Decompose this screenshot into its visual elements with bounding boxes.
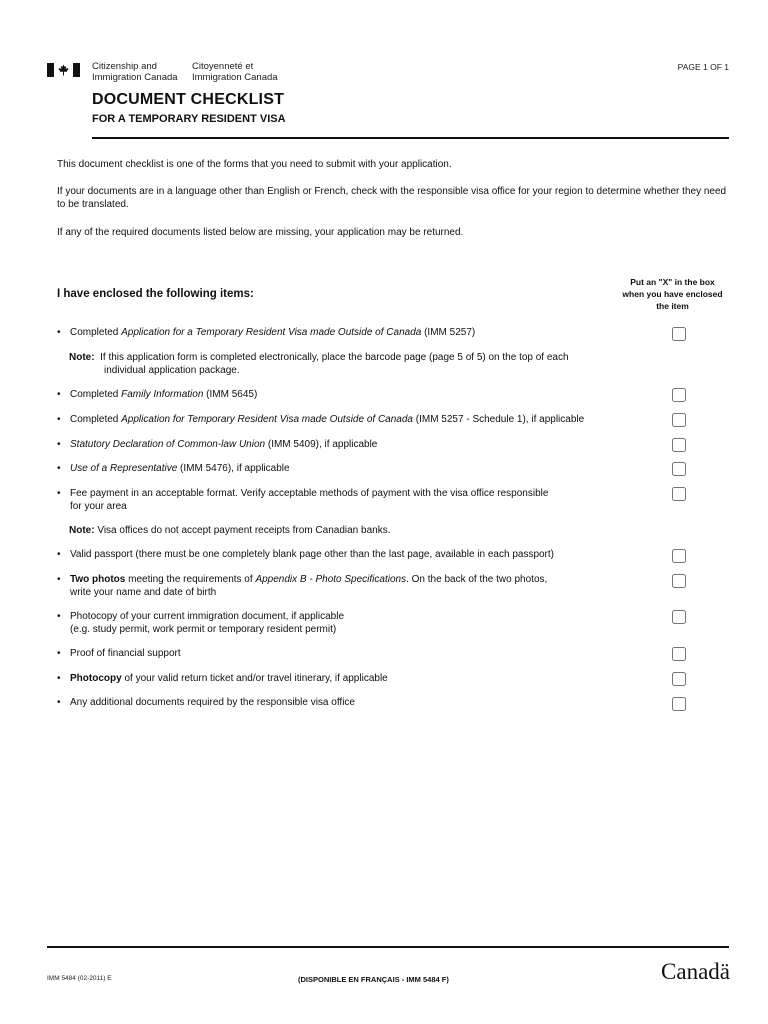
department-en-line1: Citizenship and	[92, 61, 157, 72]
form-code: IMM 5484 (02-2011) E	[47, 975, 112, 982]
checklist-item-5: • Use of a Representative (IMM 5476), if applicable	[57, 463, 290, 474]
canada-wordmark-logo: Canadä	[661, 959, 730, 984]
department-name-english	[92, 61, 178, 83]
checklist-item-4: • Statutory Declaration of Common-law Union (IMM 5409), if applicable	[57, 439, 378, 450]
page-number: PAGE 1 OF 1	[677, 62, 729, 72]
checkbox-item-6[interactable]	[672, 487, 686, 501]
page-title: DOCUMENT CHECKLIST	[92, 91, 285, 108]
checkbox-item-9[interactable]	[672, 610, 686, 624]
checklist-item-3: • Completed Application for Temporary Resident Visa made Outside of Canada (IMM 5257 - Schedule 1), if applicable	[57, 414, 585, 425]
checkbox-item-1[interactable]	[672, 327, 686, 341]
note-application-barcode: Note: If this application form is completed electronically, place the barcode page (page 5 of 5) on the top of each individual application package.	[69, 352, 569, 376]
page-subtitle: FOR A TEMPORARY RESIDENT VISA	[92, 113, 286, 125]
checklist-item-8: • Two photos meeting the requirements of Appendix B - Photo Specifications. On the back of the two photos, write your name and date of birth	[57, 574, 548, 598]
canada-flag-icon	[47, 63, 80, 77]
checkbox-item-3[interactable]	[672, 413, 686, 427]
checklist-item-9: • Photocopy of your current immigration document, if applicable (e.g. study permit, work permit or temporary resident permit)	[57, 611, 345, 635]
checklist-item-2: • Completed Family Information (IMM 5645)	[57, 389, 258, 400]
footer-divider	[47, 946, 729, 948]
checklist-item-7: • Valid passport (there must be one completely blank page other than the last page, available in each passport)	[57, 549, 554, 560]
checkbox-item-4[interactable]	[672, 438, 686, 452]
checklist-item-1: • Completed Application for a Temporary Resident Visa made Outside of Canada (IMM 5257)	[57, 327, 476, 338]
checkbox-item-10[interactable]	[672, 647, 686, 661]
intro-paragraph-1: This document checklist is one of the forms that you need to submit with your application.	[57, 159, 452, 170]
checklist-item-11: • Photocopy of your valid return ticket and/or travel itinerary, if applicable	[57, 673, 388, 684]
intro-paragraph-2: If your documents are in a language other than English or French, check with the responsible visa office for your region to determine whether they need to be translated.	[57, 186, 727, 210]
department-en-line2: Immigration Canada	[92, 72, 178, 83]
header-divider	[92, 137, 729, 139]
checklist-item-10: • Proof of financial support	[57, 648, 181, 659]
enclosed-items-heading: I have enclosed the following items:	[57, 288, 254, 300]
note-payment-receipts: Note: Visa offices do not accept payment receipts from Canadian banks.	[69, 525, 391, 536]
checkbox-instruction: Put an "X" in the box when you have enclosed the item	[622, 277, 723, 311]
intro-paragraph-3: If any of the required documents listed below are missing, your application may be returned.	[57, 227, 464, 238]
department-name-french	[192, 61, 278, 83]
checkbox-item-8[interactable]	[672, 574, 686, 588]
department-fr-line2: Immigration Canada	[192, 72, 278, 83]
checkbox-item-5[interactable]	[672, 462, 686, 476]
department-fr-line1: Citoyenneté et	[192, 61, 254, 72]
checkbox-item-12[interactable]	[672, 697, 686, 711]
checkbox-item-2[interactable]	[672, 388, 686, 402]
checkbox-item-11[interactable]	[672, 672, 686, 686]
checklist-item-6: • Fee payment in an acceptable format. Verify acceptable methods of payment with the visa office responsible for your area	[57, 488, 549, 512]
french-availability-note: (DISPONIBLE EN FRANÇAIS - IMM 5484 F)	[298, 975, 449, 984]
checkbox-item-7[interactable]	[672, 549, 686, 563]
checklist-item-12: • Any additional documents required by the responsible visa office	[57, 697, 355, 708]
